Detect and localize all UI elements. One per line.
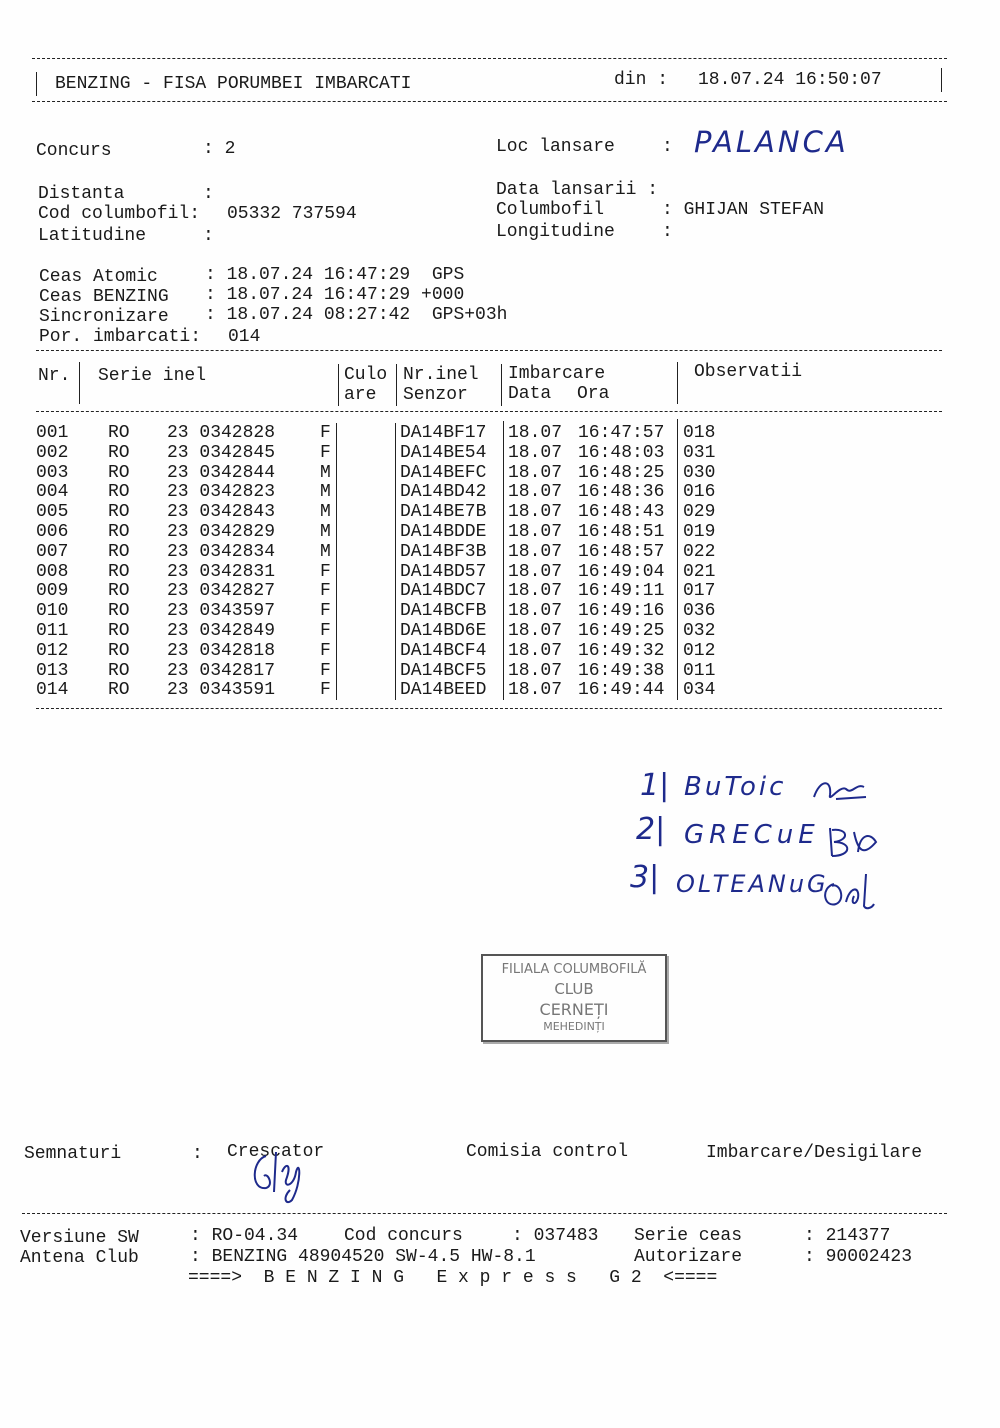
row-country: RO: [108, 621, 130, 641]
benzing-express-line: ====> B E N Z I N G E x p r e s s G 2 <====: [188, 1268, 718, 1288]
col-header-culo: Culo: [344, 365, 388, 385]
row-nr: 012: [36, 640, 69, 661]
header-left-bar: [36, 72, 37, 96]
sincronizare-value: : 18.07.24 08:27:42 GPS+03h: [205, 305, 508, 325]
row-nr: 001: [36, 423, 69, 443]
row-serie: 23 0342817: [167, 660, 276, 681]
row-data: 18.07: [508, 482, 563, 503]
cod-columbofil-label: Cod columbofil:: [38, 204, 201, 224]
row-serie: 23 0342827: [167, 581, 276, 602]
table-row: [0, 463, 1000, 483]
handwritten-name-3: OLTEANuG: [676, 870, 829, 898]
col-header-imbarcare: Imbarcare: [508, 364, 606, 384]
row-serie: 23 0342849: [167, 621, 276, 641]
document-title: BENZING - FISA PORUMBEI IMBARCATI: [55, 74, 412, 94]
row-country: RO: [108, 581, 130, 602]
latitudine-label: Latitudine: [38, 226, 147, 246]
row-senzor: DA14BDDE: [400, 522, 487, 542]
row-obs: 022: [683, 541, 716, 562]
row-senzor: DA14BF17: [400, 423, 487, 443]
latitudine-value: :: [203, 226, 214, 246]
row-obs: 032: [683, 621, 716, 641]
table-row: [0, 522, 1000, 542]
por-imbarcati-label: Por. imbarcati:: [39, 327, 202, 347]
row-sex: F: [320, 621, 331, 641]
body-sep-sex: [336, 423, 337, 700]
row-serie: 23 0343597: [167, 601, 276, 622]
col-header-serie: Serie inel: [98, 366, 207, 386]
table-bottom-rule: [36, 708, 942, 709]
row-obs: 017: [683, 581, 716, 602]
loc-lansare-colon: :: [662, 137, 673, 157]
row-country: RO: [108, 462, 130, 483]
row-senzor: DA14BD6E: [400, 621, 487, 641]
table-row: [0, 601, 1000, 621]
row-senzor: DA14BDC7: [400, 581, 487, 602]
table-row: [0, 482, 1000, 502]
row-serie: 23 0343591: [167, 680, 276, 701]
autorizare-value: : 90002423: [804, 1247, 913, 1267]
col-sep-2: [338, 364, 339, 406]
row-data: 18.07: [508, 442, 563, 463]
row-ora: 16:49:11: [578, 581, 665, 602]
imbarcare-desigilare-label: Imbarcare/Desigilare: [706, 1143, 923, 1163]
row-data: 18.07: [508, 581, 563, 602]
row-data: 18.07: [508, 640, 563, 661]
row-ora: 16:48:43: [578, 502, 665, 523]
row-obs: 018: [683, 423, 716, 443]
row-country: RO: [108, 561, 130, 582]
data-lansarii-label: Data lansarii :: [496, 180, 659, 200]
row-sex: F: [320, 423, 331, 443]
longitudine-label: Longitudine: [496, 222, 615, 242]
row-nr: 009: [36, 581, 69, 602]
row-ora: 16:49:44: [578, 680, 665, 701]
row-obs: 012: [683, 640, 716, 661]
signature-scribble-2: [824, 822, 884, 862]
row-ora: 16:49:32: [578, 640, 665, 661]
row-ora: 16:48:51: [578, 522, 665, 542]
row-country: RO: [108, 680, 130, 701]
distanta-value: :: [203, 184, 214, 204]
stamp-line-1: FILIALA COLUMBOFILĂ: [501, 962, 647, 977]
col-header-observatii: Observatii: [694, 362, 803, 382]
row-senzor: DA14BE7B: [400, 502, 487, 523]
antena-club-label: Antena Club: [20, 1248, 139, 1268]
col-header-nr: Nr.: [38, 366, 71, 386]
row-data: 18.07: [508, 462, 563, 483]
handwritten-num-3: 3|: [630, 860, 660, 895]
versiune-sw-label: Versiune SW: [20, 1228, 139, 1248]
club-stamp: [481, 954, 667, 1042]
row-sex: M: [320, 541, 331, 562]
row-country: RO: [108, 541, 130, 562]
row-ora: 16:49:25: [578, 621, 665, 641]
row-sex: F: [320, 581, 331, 602]
body-sep-obs: [677, 419, 678, 700]
row-obs: 034: [683, 680, 716, 701]
row-serie: 23 0342843: [167, 502, 276, 523]
table-row: [0, 502, 1000, 522]
row-sex: F: [320, 601, 331, 622]
crescator-signature: [246, 1142, 316, 1206]
signature-scribble-3: [820, 866, 880, 916]
concurs-label: Concurs: [36, 141, 112, 161]
header-right-bar: [941, 68, 942, 92]
table-row: [0, 621, 1000, 641]
row-senzor: DA14BD42: [400, 482, 487, 503]
row-serie: 23 0342828: [167, 423, 276, 443]
table-row: [0, 581, 1000, 601]
row-serie: 23 0342818: [167, 640, 276, 661]
row-obs: 011: [683, 660, 716, 681]
row-obs: 019: [683, 522, 716, 542]
table-row: [0, 661, 1000, 681]
row-senzor: DA14BE54: [400, 442, 487, 463]
row-obs: 036: [683, 601, 716, 622]
row-nr: 002: [36, 442, 69, 463]
row-sex: M: [320, 462, 331, 483]
col-sep-5: [677, 362, 678, 404]
row-nr: 011: [36, 621, 69, 641]
row-nr: 007: [36, 541, 69, 562]
row-serie: 23 0342823: [167, 482, 276, 503]
body-sep-data: [503, 421, 504, 700]
distanta-label: Distanta: [38, 184, 125, 204]
row-senzor: DA14BEFC: [400, 462, 487, 483]
ceas-benzing-value: : 18.07.24 16:47:29 +000: [205, 285, 465, 305]
signature-scribble-1: [810, 775, 870, 807]
handwritten-num-1: 1|: [640, 768, 670, 803]
print-date-label: din :: [614, 70, 669, 90]
row-nr: 004: [36, 482, 69, 503]
col-header-data: Data: [508, 384, 552, 404]
col-sep-3: [396, 364, 397, 406]
por-imbarcati-value: 014: [228, 327, 261, 347]
body-sep-senzor: [395, 423, 396, 700]
row-country: RO: [108, 442, 130, 463]
table-row: [0, 423, 1000, 443]
row-serie: 23 0342844: [167, 462, 276, 483]
table-row: [0, 443, 1000, 463]
row-nr: 013: [36, 660, 69, 681]
row-senzor: DA14BEED: [400, 680, 487, 701]
row-obs: 031: [683, 442, 716, 463]
row-data: 18.07: [508, 522, 563, 542]
row-ora: 16:47:57: [578, 423, 665, 443]
loc-lansare-label: Loc lansare: [496, 137, 615, 157]
table-row: [0, 542, 1000, 562]
col-header-are: are: [344, 385, 377, 405]
row-ora: 16:49:04: [578, 561, 665, 582]
row-data: 18.07: [508, 502, 563, 523]
ceas-atomic-label: Ceas Atomic: [39, 267, 158, 287]
print-date-value: 18.07.24 16:50:07: [698, 70, 882, 90]
footer-top-rule: [22, 1213, 947, 1214]
row-country: RO: [108, 640, 130, 661]
row-nr: 005: [36, 502, 69, 523]
antena-club-value: : BENZING 48904520 SW-4.5 HW-8.1: [190, 1247, 536, 1267]
row-data: 18.07: [508, 561, 563, 582]
handwritten-name-2: GRECuE: [684, 820, 820, 850]
row-obs: 030: [683, 462, 716, 483]
row-senzor: DA14BCF4: [400, 640, 487, 661]
row-serie: 23 0342829: [167, 522, 276, 542]
row-serie: 23 0342834: [167, 541, 276, 562]
handwritten-num-2: 2|: [636, 812, 666, 847]
header-top-rule: [32, 58, 947, 59]
row-sex: M: [320, 482, 331, 503]
header-bottom-rule: [32, 101, 947, 102]
row-data: 18.07: [508, 621, 563, 641]
row-nr: 006: [36, 522, 69, 542]
stamp-line-2: CLUB: [554, 980, 594, 998]
crescator-label: Crescator: [227, 1142, 325, 1162]
row-ora: 16:48:03: [578, 442, 665, 463]
sincronizare-label: Sincronizare: [39, 307, 169, 327]
row-sex: F: [320, 561, 331, 582]
table-row: [0, 562, 1000, 582]
row-data: 18.07: [508, 423, 563, 443]
row-nr: 008: [36, 561, 69, 582]
table-top-rule: [36, 350, 942, 351]
row-nr: 003: [36, 462, 69, 483]
stamp-line-4: MEHEDINȚI: [543, 1020, 605, 1033]
cod-concurs-label: Cod concurs: [344, 1226, 463, 1246]
row-country: RO: [108, 502, 130, 523]
serie-ceas-label: Serie ceas: [634, 1226, 743, 1246]
row-sex: F: [320, 660, 331, 681]
cod-concurs-value: : 037483: [512, 1226, 599, 1246]
row-country: RO: [108, 660, 130, 681]
col-sep-4: [501, 364, 502, 406]
col-header-ora: Ora: [577, 384, 610, 404]
ceas-atomic-value: : 18.07.24 16:47:29 GPS: [205, 265, 465, 285]
row-serie: 23 0342831: [167, 561, 276, 582]
loc-lansare-handwritten: PALANCA: [694, 125, 849, 159]
row-obs: 016: [683, 482, 716, 503]
autorizare-label: Autorizare: [634, 1247, 743, 1267]
row-senzor: DA14BF3B: [400, 541, 487, 562]
row-sex: F: [320, 640, 331, 661]
row-data: 18.07: [508, 680, 563, 701]
row-senzor: DA14BD57: [400, 561, 487, 582]
semnaturi-label: Semnaturi: [24, 1144, 122, 1164]
serie-ceas-value: : 214377: [804, 1226, 891, 1246]
row-ora: 16:48:57: [578, 541, 665, 562]
row-country: RO: [108, 482, 130, 503]
row-sex: F: [320, 680, 331, 701]
columbofil-label: Columbofil: [496, 200, 605, 220]
longitudine-value: :: [662, 222, 673, 242]
row-obs: 029: [683, 502, 716, 523]
table-row: [0, 641, 1000, 661]
row-sex: F: [320, 442, 331, 463]
col-header-senzor: Senzor: [403, 385, 468, 405]
row-ora: 16:49:16: [578, 601, 665, 622]
row-data: 18.07: [508, 601, 563, 622]
row-ora: 16:48:25: [578, 462, 665, 483]
row-data: 18.07: [508, 541, 563, 562]
versiune-sw-value: : RO-04.34: [190, 1226, 299, 1246]
row-nr: 010: [36, 601, 69, 622]
row-country: RO: [108, 522, 130, 542]
columbofil-value: : GHIJAN STEFAN: [662, 200, 825, 220]
ceas-benzing-label: Ceas BENZING: [39, 287, 169, 307]
row-country: RO: [108, 423, 130, 443]
handwritten-name-1: BuToic: [684, 772, 787, 802]
row-ora: 16:48:36: [578, 482, 665, 503]
row-senzor: DA14BCF5: [400, 660, 487, 681]
table-row: [0, 680, 1000, 700]
col-sep-1: [79, 362, 80, 404]
stamp-line-3: CERNEȚI: [539, 1000, 609, 1019]
row-nr: 014: [36, 680, 69, 701]
cod-columbofil-value: 05332 737594: [227, 204, 357, 224]
comisia-control-label: Comisia control: [466, 1142, 629, 1162]
semnaturi-colon: :: [192, 1144, 203, 1164]
col-header-nrinel: Nr.inel: [403, 365, 479, 385]
table-header-rule: [36, 411, 942, 412]
concurs-value: : 2: [203, 139, 236, 159]
row-obs: 021: [683, 561, 716, 582]
row-senzor: DA14BCFB: [400, 601, 487, 622]
row-sex: M: [320, 522, 331, 542]
row-country: RO: [108, 601, 130, 622]
row-serie: 23 0342845: [167, 442, 276, 463]
row-sex: M: [320, 502, 331, 523]
row-data: 18.07: [508, 660, 563, 681]
row-ora: 16:49:38: [578, 660, 665, 681]
